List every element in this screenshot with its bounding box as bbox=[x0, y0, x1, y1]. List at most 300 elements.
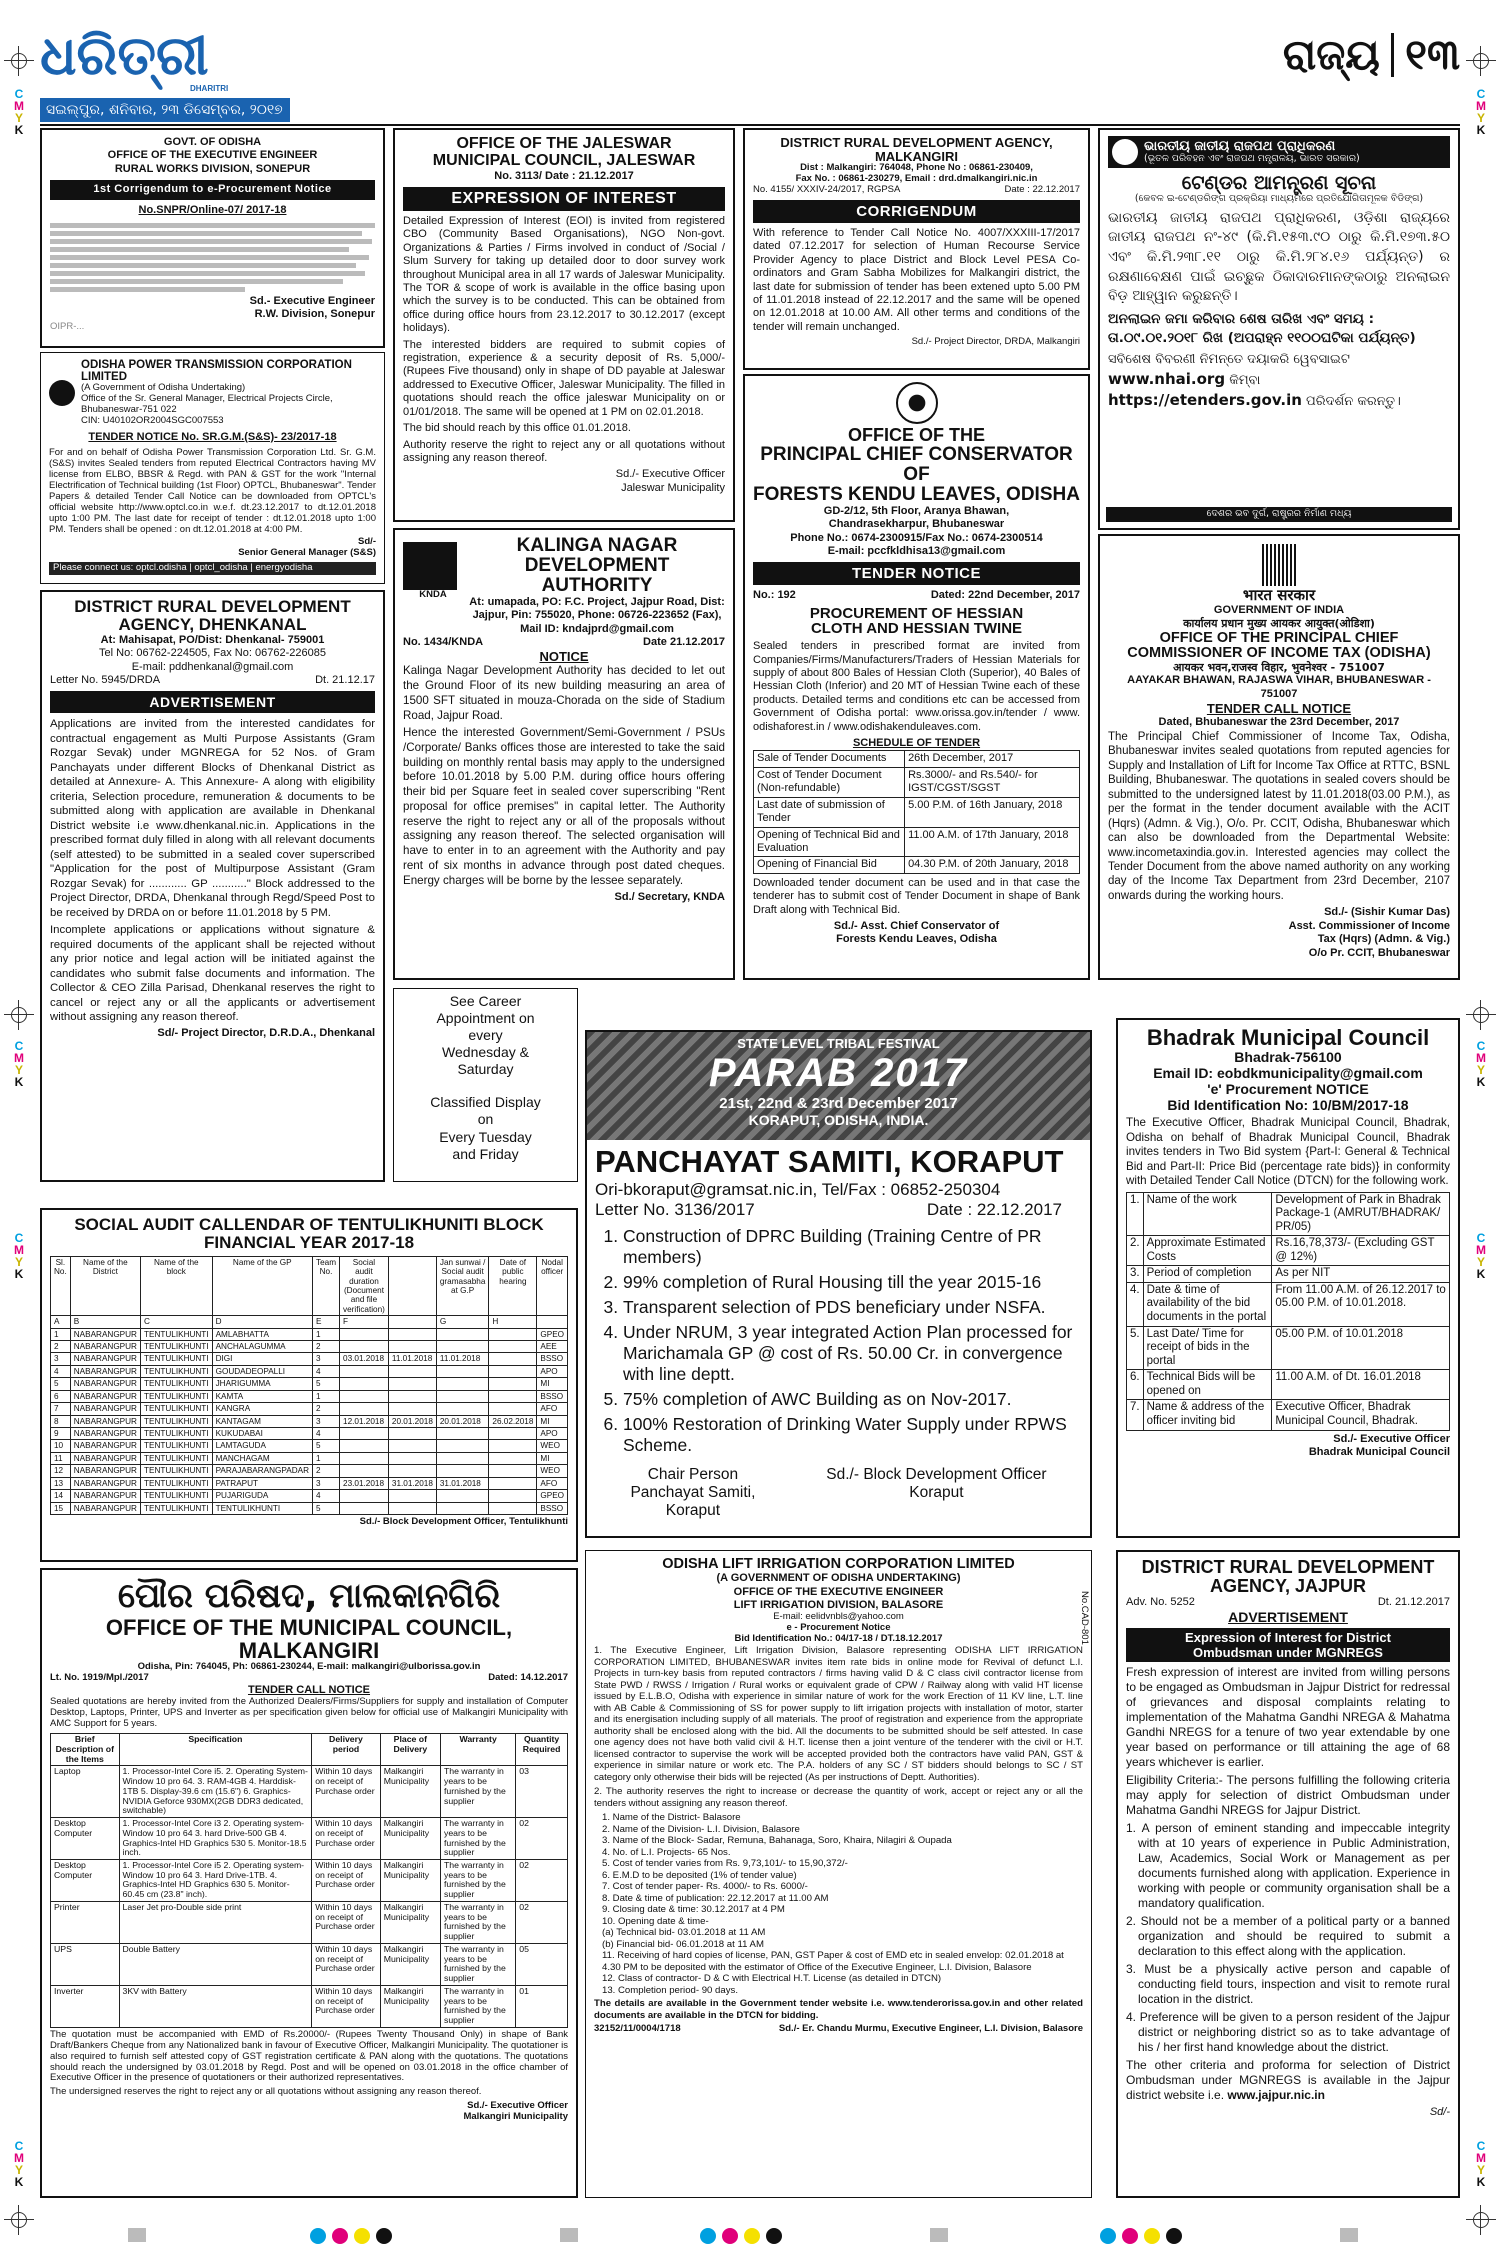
notice-para-2: Hence the interested Government/Semi-Government / PSUs /Corporate/ Banks offices those are interested to take the said building on monthly rental basis may apply to the undersigned before 10.01.2018 by 5.00 P.M. during office hours offering their bid per Square feet in sealed cover superscribing "Rent proposal for office premises" in capital letter. The Authority reserve the right to reject any or all of the proposals without assigning any reason thereof. The selected organisation will have to enter in to an agreement with the Authority and pay rent of six months in advance through post dated cheques. Energy charges will be borne by the lessee separately. bbox=[403, 726, 725, 887]
registration-mark bbox=[1466, 2205, 1496, 2235]
work-cell-n: 5. bbox=[1127, 1326, 1144, 1370]
audit-cell: 03.01.2018 bbox=[340, 1353, 389, 1365]
eoi-para-3: The bid should reach by this office 01.01.2018. bbox=[403, 422, 631, 435]
agency-title-2: AGENCY, JAJPUR bbox=[1209, 1575, 1367, 1596]
audit-cell: MANCHAGAM bbox=[212, 1452, 312, 1464]
banner-dates: 21st, 22nd & 23rd December 2017 bbox=[719, 1095, 958, 1112]
work-cell-n: 1. bbox=[1127, 1192, 1144, 1236]
audit-cell bbox=[489, 1490, 537, 1502]
ad-para-3: The other criteria and proforma for selection of District Ombudsman under MGNREGS is available in the Jajpur district website i.e. bbox=[1126, 2058, 1450, 2103]
notice-date: Date : 22.12.2017 bbox=[1004, 184, 1080, 196]
tender-footnote: The quotation must be accompanied with EMD of Rs.20000/- (Rupees Twenty Thousand Only) in shape of Bank Draft/Bankers Cheque from any Nationalized bank in favour of Executive Officer, Malkangiri Municipality. The quotationer is also required to furnish self attested copy of GST registration certificate & PAN along with the quotations. The quotations should reach the undersigned by 03.01.2018 by Regd. Post and will be opened on 03.01.2018 in the office chamber of Executive Officer in the presence of quotationers or their authorized representatives. bbox=[50, 2028, 568, 2084]
items-header-cell: Place of Delivery bbox=[380, 1734, 440, 1766]
audit-cell bbox=[388, 1440, 436, 1452]
page-number: ୧୩ bbox=[1405, 30, 1460, 79]
banner-title: PARAB 2017 bbox=[708, 1051, 969, 1095]
nhai-website-link[interactable]: www.nhai.org bbox=[1108, 369, 1226, 388]
audit-row bbox=[51, 1390, 568, 1402]
notice-para-1: Kalinga Nagar Development Authority has decided to let out the Ground Floor of its new building measuring an area of 1500 SFT situated in mouza-Chorada on the side of Stadium Road, Jajpur Road. bbox=[403, 664, 725, 722]
eoi-bar bbox=[1126, 1628, 1450, 1662]
audit-cell: TENTULIKHUNTI bbox=[140, 1353, 212, 1365]
audit-cell bbox=[388, 1452, 436, 1464]
audit-cell bbox=[489, 1440, 537, 1452]
audit-cell: 10 bbox=[51, 1440, 71, 1452]
hindi-address: आयकर भवन,राजस्व विहार, भुवनेश्वर - 751007 bbox=[1173, 661, 1385, 674]
audit-cell bbox=[489, 1403, 537, 1415]
registration-mark bbox=[4, 46, 34, 76]
office-title: OFFICE OF THE bbox=[848, 425, 985, 445]
signatory: Sd./ Secretary, KNDA bbox=[614, 891, 725, 904]
work-row bbox=[1127, 1370, 1450, 1400]
agency-address: Dist : Malkangiri: 764048, Phone No : 06861-230409, bbox=[800, 162, 1033, 174]
signatory-title: Senior General Manager (S&S) bbox=[238, 547, 376, 559]
work-cell-v: Development of Park in Bhadrak Package-1 (AMRUT/BHADRAK/ PR/05) bbox=[1272, 1192, 1450, 1236]
items-cell-item: Desktop Computer bbox=[51, 1818, 120, 1860]
items-cell-qty: 03 bbox=[516, 1766, 568, 1818]
details-item: 11. Receiving of hard copies of license, PAN, GST Paper & cost of EMD etc in sealed envelop: 02.01.2018 at 4.30 PM to be deposited with the estimator of Office of the Executive Engineer, L.I. Division, Balasore bbox=[602, 1950, 1064, 1973]
audit-cell bbox=[340, 1390, 389, 1402]
work-details-table bbox=[1126, 1192, 1450, 1431]
audit-cell: 31.01.2018 bbox=[388, 1477, 436, 1489]
council-title: OFFICE OF THE MUNICIPAL COUNCIL, MALKANGIRI bbox=[105, 1615, 513, 1664]
notice-para-1: 1. The Executive Engineer, Lift Irrigation Division, Balasore representing ODISHA LIFT IRRIGATION CORPORATION LIMITED, BHUBANESWAR invites item rate bids in online mode for Revival of defunct L.I. Projects in turn-key basis from reputed contractors / firms having valid D & C class civil contractor license from State PWD / RWSS / Irrigation / Rural works or equivalent grade of CPW / Railway along with valid HT license issued by E.L.B.O, Odisha with experience in similar nature of work for the work Erection of 11 KV line, L.T. line with AB Cable & Commissioning of SS for power supply to lift irrigation projects with installation of motor, starter and its energisation including supply of all materials. The proof of registration and experience from the appropriate authority shall be enclosed along with the bid. All the documents to be submitted should be self attested. In case one agency does not have both valid civil & H.T. license then a joint venture of the tenderer with the civil or H.T. licensed contractor to supervise the work will be accepted provided both the contractors have valid PAN, GST & experience in similar nature or work etc. The P.A. holders of any SC / ST bidders should belongs to SC / ST category only otherwise their bids will be rejected (As per instructions of Deptt. Authorities). bbox=[594, 1645, 1083, 1783]
classified-line: Every Tuesday bbox=[439, 1128, 532, 1145]
items-row bbox=[51, 1818, 568, 1860]
work-cell-v: Executive Officer, Bhadrak Municipal Council, Bhadrak. bbox=[1272, 1400, 1450, 1430]
masthead-logo bbox=[40, 24, 300, 126]
grey-patch bbox=[930, 2228, 948, 2242]
audit-cell: MI bbox=[537, 1378, 568, 1390]
eoi-para-4: Authority reserve the right to reject any or all quotations without assigning any reason thereof. bbox=[403, 438, 725, 464]
cyan-dot bbox=[310, 2228, 326, 2244]
etenders-link[interactable]: https://etenders.gov.in bbox=[1108, 390, 1302, 409]
calendar-title: SOCIAL AUDIT CALLENDAR OF TENTULIKHUNITI BLOCK bbox=[74, 1215, 544, 1234]
income-tax-tender bbox=[1098, 534, 1460, 980]
audit-header-cell bbox=[388, 1256, 436, 1316]
items-cell-del: Within 10 days on receipt of Purchase order bbox=[312, 1860, 381, 1902]
signatory-title: Asst. Commissioner of Income bbox=[1288, 919, 1450, 932]
cmk-marks: C M Y K bbox=[14, 1231, 24, 1281]
signatory: Sd.- Executive Engineer bbox=[249, 295, 375, 308]
work-cell-v: As per NIT bbox=[1272, 1266, 1450, 1283]
optcl-logo-icon bbox=[49, 380, 75, 406]
audit-cell: DIGI bbox=[212, 1353, 312, 1365]
audit-cell bbox=[388, 1365, 436, 1377]
audit-cell bbox=[340, 1452, 389, 1464]
achievement-item: 1. Construction of DPRC Building (Training Centre of PR members) bbox=[623, 1226, 1082, 1268]
tender-body: The Executive Officer, Bhadrak Municipal Council, Bhadrak, Odisha on behalf of Bhadrak Municipal Council, Bhadrak invites tenders in Two Bid system {Part-I: General & Technical Bid and Part-II: Price Bid (percentage rate bids)} in conformity with Detailed Tender Call Notice (DTCN) for the following work. bbox=[1126, 1116, 1450, 1188]
audit-header-row bbox=[51, 1256, 568, 1316]
work-cell-k: Last Date/ Time for receipt of bids in the portal bbox=[1143, 1326, 1272, 1370]
audit-cell: NABARANGPUR bbox=[70, 1428, 140, 1440]
tender-body: ଭାରତୀୟ ଜାତୀୟ ରାଜପଥ ପ୍ରାଧିକରଣ, ଓଡ଼ିଶା ରାଜ୍ୟରେ ଜାତୀୟ ରାଜପଥ ନଂ-୪୯ (କି.ମି.୧୫୩.୯୦ ଠାରୁ କି.ମି.୧୭୩.୫୦ ଏବଂ କି.ମି.୨୩୮.୧୧ ଠାରୁ କି.ମି.୨୮୪.୧୬ ପର୍ଯ୍ୟନ୍ତ) ର ରକ୍ଷଣାବେକ୍ଷଣ ପାଇଁ ଇଚ୍ଛୁକ ଠିକାଦାରମାନଙ୍କଠାରୁ ଅନଲାଇନ ବିଡ଼ ଆହ୍ୱାନ କରୁଛନ୍ତି। bbox=[1108, 209, 1450, 305]
council-title: Bhadrak Municipal Council bbox=[1146, 1025, 1430, 1050]
items-cell-place: Malkangiri Municipality bbox=[380, 1985, 440, 2027]
achievement-item: 3. Transparent selection of PDS beneficiary under NSFA. bbox=[623, 1297, 1082, 1318]
office-title: OFFICE OF THE JALESWAR bbox=[456, 135, 672, 152]
nhai-footer: ଦେଶର ଭବ ଦୁର୍ଗ, ରାଷ୍ଟ୍ରର ନିର୍ମାଣ ମଧ୍ୟ bbox=[1106, 507, 1452, 522]
division-title: LIFT IRRIGATION DIVISION, BALASORE bbox=[733, 1599, 944, 1612]
audit-header-cell: Jan sunwai / Social audit gramasabha at G.P bbox=[436, 1256, 489, 1316]
audit-cell: KANGRA bbox=[212, 1403, 312, 1415]
ad-body-2: Incomplete applications or applications without signature & required documents of the applicant shall be rejected without any prior notice and legal action will be initiated against the candidates who submit false documents and information. The Collector & CEO Zilla Parisad, Dhenkanal reserves the right to cancel or reject any or all the applicants or advertisement without assigning any reason thereof. bbox=[50, 924, 375, 1023]
bid-id: Bid Identification No: 10/BM/2017-18 bbox=[1167, 1097, 1409, 1114]
audit-cell: 2 bbox=[313, 1465, 340, 1477]
audit-cell: TENTULIKHUNTI bbox=[140, 1502, 212, 1514]
audit-cell bbox=[388, 1390, 436, 1402]
details-item: 10. Opening date & time- bbox=[602, 1915, 709, 1927]
jaleswar-eoi bbox=[393, 128, 735, 522]
career-line: every bbox=[468, 1027, 503, 1044]
audit-cell bbox=[388, 1328, 436, 1340]
audit-cell bbox=[489, 1452, 537, 1464]
council-email: Email ID: eobdkmunicipality@gmail.com bbox=[1153, 1065, 1423, 1082]
audit-letter-cell: G bbox=[436, 1316, 489, 1328]
details-item: 6. E.M.D to be deposited (1% of tender value) bbox=[602, 1869, 797, 1881]
notice-heading: NOTICE bbox=[539, 649, 589, 665]
audit-cell: MI bbox=[537, 1452, 568, 1464]
samiti-title: PANCHAYAT SAMITI, KORAPUT bbox=[595, 1144, 1064, 1179]
office-title-2: MUNICIPAL COUNCIL, JALESWAR bbox=[432, 151, 696, 169]
audit-cell bbox=[388, 1428, 436, 1440]
work-row bbox=[1127, 1192, 1450, 1236]
website-line: ସବିଶେଷ ବିବରଣୀ ନିମନ୍ତେ ଦୟାକରି ୱେବସାଇଟ bbox=[1108, 351, 1350, 367]
banner-top: STATE LEVEL TRIBAL FESTIVAL bbox=[737, 1036, 940, 1051]
company-cin: CIN: U40102OR2004SGC007553 bbox=[81, 414, 224, 426]
audit-cell bbox=[489, 1465, 537, 1477]
audit-row bbox=[51, 1490, 568, 1502]
audit-cell: MI bbox=[537, 1415, 568, 1427]
eoi-bar-line: Expression of Interest for District bbox=[1185, 1630, 1391, 1646]
audit-cell bbox=[489, 1341, 537, 1353]
audit-row bbox=[51, 1341, 568, 1353]
kendu-leaves-tender bbox=[743, 374, 1090, 980]
audit-cell bbox=[340, 1502, 389, 1514]
ad-para-1: Fresh expression of interest are invited from willing persons to be engaged as Ombudsman in Jajpur District for redressal of grievances and disposal complaints relating to implementation of the Mahatma Gandhi NREGA & Mahatma Gandhi NREGS for a tenure of two year extendable by one year based on performance or till attaining the age of 68 years whichever is earlier. bbox=[1126, 1665, 1450, 1770]
adv-number: Adv. No. 5252 bbox=[1126, 1595, 1195, 1608]
audit-cell bbox=[436, 1490, 489, 1502]
audit-cell: PATRAPUT bbox=[212, 1477, 312, 1489]
office-address-2: Chandrasekharpur, Bhubaneswar bbox=[828, 518, 1005, 531]
audit-cell: TENTULIKHUNTI bbox=[140, 1477, 212, 1489]
corrigendum-bar: CORRIGENDUM bbox=[753, 200, 1080, 223]
blurred-text bbox=[50, 223, 375, 292]
audit-cell: NABARANGPUR bbox=[70, 1415, 140, 1427]
cyan-dot bbox=[1100, 2228, 1116, 2244]
work-row bbox=[1127, 1236, 1450, 1266]
audit-cell: ANCHALAGUMMA bbox=[212, 1341, 312, 1353]
items-cell-del: Within 10 days on receipt of Purchase order bbox=[312, 1818, 381, 1860]
audit-cell bbox=[340, 1428, 389, 1440]
jajpur-website-link[interactable]: www.jajpur.nic.in bbox=[1227, 2088, 1325, 2103]
audit-cell: 2 bbox=[313, 1403, 340, 1415]
details-item: (b) Financial bid- 06.01.2018 at 11 AM bbox=[602, 1938, 764, 1950]
schedule-key: Cost of Tender Document (Non-refundable) bbox=[754, 767, 905, 797]
audit-cell: NABARANGPUR bbox=[70, 1465, 140, 1477]
cmk-marks: C M Y K bbox=[1476, 1039, 1486, 1089]
audit-header-cell: Team No. bbox=[313, 1256, 340, 1316]
nhai-title: ଭାରତୀୟ ଜାତୀୟ ରାଜପଥ ପ୍ରାଧିକରଣ bbox=[1144, 139, 1336, 155]
chairperson-sign-3: Koraput bbox=[665, 1502, 721, 1519]
procurement-title-2: CLOTH AND HESSIAN TWINE bbox=[810, 620, 1023, 638]
eoi-bar-line-2: Ombudsman under MGNREGS bbox=[1193, 1645, 1383, 1661]
tender-footnote: Downloaded tender document can be used and in that case the tenderer has to submit cost of Tender Document in shape of Bank Draft along with Technical Bid. bbox=[753, 876, 1080, 916]
signatory: Sd/- bbox=[358, 536, 376, 548]
yellow-dot bbox=[744, 2228, 760, 2244]
details-item: 4. No. of L.I. Projects- 65 Nos. bbox=[602, 1846, 731, 1858]
koraput-panchayat-ad bbox=[585, 1030, 1092, 1538]
authority-title-2: DEVELOPMENT AUTHORITY bbox=[524, 554, 670, 596]
audit-cell bbox=[436, 1365, 489, 1377]
items-cell-item: UPS bbox=[51, 1943, 120, 1985]
items-cell-place: Malkangiri Municipality bbox=[380, 1818, 440, 1860]
ref-number: OIPR-... bbox=[50, 320, 85, 332]
schedule-heading: SCHEDULE OF TENDER bbox=[852, 737, 981, 750]
date-line: ସଇଲ୍ପୁର, ଶନିବାର, ୨୩ ଡିସେମ୍ବର, ୨୦୧୭ bbox=[40, 98, 290, 122]
audit-cell: 11.01.2018 bbox=[388, 1353, 436, 1365]
audit-cell bbox=[489, 1477, 537, 1489]
letter-number: Letter No. 3136/2017 bbox=[595, 1200, 755, 1219]
eligibility-item: 1. A person of eminent standing and impeccable integrity with at 10 years of experience in Public Administration, Law, Academics, Social Work or Management as per documents furnished along with application. Experience in working with people or community organisation shall be a mandatory qualification. bbox=[1126, 1821, 1450, 1911]
website-end: ପରିଦର୍ଶନ କରନ୍ତୁ। bbox=[1306, 393, 1401, 409]
work-cell-v: 05.00 P.M. of 10.01.2018 bbox=[1272, 1326, 1450, 1370]
audit-cell: 5 bbox=[313, 1378, 340, 1390]
banner-place: KORAPUT, ODISHA, INDIA. bbox=[748, 1112, 929, 1128]
items-cell-del: Within 10 days on receipt of Purchase order bbox=[312, 1901, 381, 1943]
audit-cell: KUKUDABAI bbox=[212, 1428, 312, 1440]
items-header-cell: Delivery period bbox=[312, 1734, 381, 1766]
career-line: Saturday bbox=[457, 1061, 514, 1078]
cmk-marks: C M Y K bbox=[14, 2139, 24, 2189]
malkangiri-municipality-tender bbox=[40, 1568, 578, 2198]
audit-letter-row bbox=[51, 1316, 568, 1328]
audit-cell: 15 bbox=[51, 1502, 71, 1514]
details-item: 2. Name of the Division- L.I. Division, Balasore bbox=[602, 1823, 800, 1835]
audit-cell: AMLABHATTA bbox=[212, 1328, 312, 1340]
audit-cell: 11 bbox=[51, 1452, 71, 1464]
work-row bbox=[1127, 1282, 1450, 1326]
achievement-item: 5. 75% completion of AWC Building as on Nov-2017. bbox=[623, 1389, 1082, 1410]
signatory-office: Malkangiri Municipality bbox=[463, 2111, 568, 2123]
tender-date: Dated, Bhubaneswar the 23rd December, 2017 bbox=[1158, 716, 1400, 729]
audit-cell: TENTULIKHUNTI bbox=[140, 1465, 212, 1477]
audit-row bbox=[51, 1477, 568, 1489]
items-cell-qty: 02 bbox=[516, 1818, 568, 1860]
cyan-dot bbox=[700, 2228, 716, 2244]
last-date: ଅନଲାଇନ ଜମା କରିବାର ଶେଷ ତାରିଖ ଏବଂ ସମୟ : ତା.୦୯.୦୧.୨୦୧୮ ରିଖ (ଅପରାହ୍ନ ୧୧୦୦ଘଟିକା ପର୍ଯ୍ୟନ୍ତ) bbox=[1108, 310, 1416, 346]
items-cell-del: Within 10 days on receipt of Purchase order bbox=[312, 1766, 381, 1818]
cmk-marks: C M Y K bbox=[1476, 87, 1486, 137]
office-title: OFFICE OF THE EXECUTIVE ENGINEER bbox=[733, 1585, 944, 1598]
audit-cell: 3 bbox=[313, 1353, 340, 1365]
signature: Sd/- bbox=[1429, 2106, 1450, 2119]
audit-cell: 11.01.2018 bbox=[436, 1353, 489, 1365]
audit-letter-cell bbox=[537, 1316, 568, 1328]
audit-header-cell: Nodal officer bbox=[537, 1256, 568, 1316]
audit-cell: 2 bbox=[313, 1341, 340, 1353]
achievement-list bbox=[595, 1226, 1082, 1456]
details-item: 8. Date & time of publication: 22.12.2017 at 11.00 AM bbox=[602, 1892, 829, 1904]
items-cell-spec: 1. Processor-Intel Core i3 2. Operating system-Window 10 pro 64 3. hard Drive-500 GB 4. Graphics-Intel HD Graphics 530 5. Monitor-18.5 inch. bbox=[119, 1818, 312, 1860]
division-title: RURAL WORKS DIVISION, SONEPUR bbox=[114, 162, 311, 175]
schedule-value: 26th December, 2017 bbox=[905, 751, 1080, 767]
audit-letter-cell: B bbox=[70, 1316, 140, 1328]
company-office: Office of the Sr. General Manager, Electrical Projects Circle, Bhubaneswar-751 022 bbox=[81, 392, 333, 415]
office-title: OFFICE OF THE PRINCIPAL CHIEF COMMISSIONER OF INCOME TAX (ODISHA) bbox=[1127, 629, 1431, 661]
items-cell-del: Within 10 days on receipt of Purchase order bbox=[312, 1943, 381, 1985]
audit-cell: TENTULIKHUNTI bbox=[140, 1341, 212, 1353]
audit-cell bbox=[388, 1502, 436, 1514]
tender-notice-bar: TENDER NOTICE bbox=[753, 562, 1080, 585]
nhai-tender-odia bbox=[1098, 128, 1460, 530]
bid-id: Bid Identification No.: 04/17-18 / DT.18.12.2017 bbox=[734, 1633, 943, 1645]
audit-letter-cell: C bbox=[140, 1316, 212, 1328]
tender-body: The Principal Chief Commissioner of Income Tax, Odisha, Bhubaneswar invites sealed quotations from reputed agencies for Supply and Installation of Lift for Income Tax Office at RTTC, BSNL Building, Bhubaneswar. The quotations in sealed covers should be submitted to the undersigned latest by 11.01.2018(03.00 P.M.), as per the format in the tender document available with the ACIT (Hqrs) (Admn. & Vig.), O/o. Pr. CCIT, Odisha, Bhubaneswar which can also be downloaded from the Departmental Website: www.incometaxindia.gov.in. Interested agencies may collect the Tender Document from the above named authority on any working day of the Income Tax Department from 23rd December, 2107 onwards during the working hours. bbox=[1108, 730, 1450, 902]
audit-cell: APO bbox=[537, 1365, 568, 1377]
audit-cell: TENTULIKHUNTI bbox=[140, 1378, 212, 1390]
items-table bbox=[50, 1733, 568, 2028]
details-item: 12. Class of contractor- D & C with Electrical H.T. License (as detailed in DTCN) bbox=[602, 1973, 942, 1985]
audit-cell: 1 bbox=[313, 1328, 340, 1340]
audit-cell bbox=[489, 1353, 537, 1365]
corrigendum-body: With reference to Tender Call Notice No. 4007/XXXIII-17/2017 dated 07.12.2017 for selection of Human Recourse Service Provider Agency to place District and Block Level PESA Co-ordinators and Gram Sabha Mobilizes for Malkangiri district, the last date for submission of tender has been extened upto 5.00 PM of 11.01.2018 instead of 22.12.2017 and the same will be opened on 12.01.2018 at 10.00 AM. All other terms and conditions of the tender will remain unchanged. bbox=[753, 227, 1080, 333]
audit-cell bbox=[436, 1440, 489, 1452]
audit-cell: 5 bbox=[313, 1502, 340, 1514]
notice-date: Date 21.12.2017 bbox=[643, 636, 725, 649]
agency-fax: Fax No. : 06861-230279, Email : drd.dmalkangiri.nic.in bbox=[795, 173, 1038, 185]
tender-intro: Sealed quotations are hereby invited from the Authorized Dealers/Firms/Suppliers for supply and installation of Computer Desktop, Laptops, Printer, UPS and Inverter as per specification given below for official use of Malkangiri Municipality with AMC Support for 5 years. bbox=[50, 1696, 568, 1730]
audit-cell: NABARANGPUR bbox=[70, 1452, 140, 1464]
audit-cell: GOUDADEOPALLI bbox=[212, 1365, 312, 1377]
items-cell-place: Malkangiri Municipality bbox=[380, 1901, 440, 1943]
signatory: Sd./- Asst. Chief Conservator of bbox=[833, 919, 1000, 932]
items-cell-item: Inverter bbox=[51, 1985, 120, 2027]
audit-cell: TENTULIKHUNTI bbox=[140, 1415, 212, 1427]
career-classified-box bbox=[393, 988, 578, 1182]
letter-date: Date : 22.12.2017 bbox=[926, 1200, 1062, 1219]
items-cell-war: The warranty in years to be furnished by the supplier bbox=[440, 1985, 515, 2027]
office-address: AAYAKAR BHAWAN, RAJASWA VIHAR, BHUBANESWAR - 751007 bbox=[1127, 674, 1431, 700]
audit-cell: TENTULIKHUNTI bbox=[140, 1390, 212, 1402]
council-pin: Bhadrak-756100 bbox=[1234, 1049, 1342, 1066]
items-header-cell: Warranty bbox=[440, 1734, 515, 1766]
audit-cell bbox=[340, 1440, 389, 1452]
audit-cell: NABARANGPUR bbox=[70, 1353, 140, 1365]
details-item: 3. Name of the Block- Sadar, Remuna, Bahanaga, Soro, Khaira, Nilagiri & Oupada bbox=[602, 1835, 952, 1847]
audit-cell: 5 bbox=[313, 1440, 340, 1452]
ref-number: 32152/11/0004/1718 bbox=[594, 2023, 681, 2035]
audit-cell: AFO bbox=[537, 1477, 568, 1489]
audit-header-cell: Name of the District bbox=[70, 1256, 140, 1316]
audit-cell: 26.02.2018 bbox=[489, 1415, 537, 1427]
audit-row bbox=[51, 1365, 568, 1377]
audit-cell bbox=[436, 1452, 489, 1464]
items-cell-spec: 1. Processor-Intel Core i5. 2. Operating System- Window 10 pro 64. 3. RAM-4GB 4. Harddisk-1TB 5. Display-39.6 cm (15.6") 6. Graphics-NVIDIA Geforce 930MX(2GB DDR3 dedicated, switchable) bbox=[119, 1766, 312, 1818]
signatory-office: Forests Kendu Leaves, Odisha bbox=[836, 933, 997, 946]
audit-cell bbox=[388, 1403, 436, 1415]
tender-heading: ଟେଣ୍ଡର ଆମନ୍ତ୍ରଣ ସୂଚନା bbox=[1181, 172, 1377, 194]
audit-cell bbox=[388, 1378, 436, 1390]
sonepur-notice bbox=[40, 128, 385, 348]
audit-cell bbox=[436, 1378, 489, 1390]
audit-cell: NABARANGPUR bbox=[70, 1490, 140, 1502]
audit-row bbox=[51, 1465, 568, 1477]
notice-body: For and on behalf of Odisha Power Transmission Corporation Ltd. Sr. G.M. (S&S) invites Sealed tenders from reputed Electrical Contractors having MV license from ELBO, BBSR & Regd. with PAN & GST for the work "Internal Electrification of Technical building (1st Floor) OPTCL, Bhubaneswar". Tender Papers & detailed Tender Call Notice can be downloaded from OPTCL's official website http://www.optcl.co.in w.e.f. dt.23.12.2017 to dt.12.01.2018 upto 1:00 PM. The last date for receipt of tender : dt.12.01.2018 upto 1:00 PM. Tenders shall be opened : on dt.12.01.2018 at 4:00 PM. bbox=[49, 447, 376, 535]
advertisement-heading: ADVERTISEMENT bbox=[1228, 1609, 1348, 1626]
audit-cell bbox=[340, 1328, 389, 1340]
items-row bbox=[51, 1766, 568, 1818]
items-cell-del: Within 10 days on receipt of Purchase order bbox=[312, 1985, 381, 2027]
masthead-rule bbox=[40, 124, 1460, 126]
details-item: 7. Cost of tender paper- Rs. 4000/- to Rs. 6000/- bbox=[602, 1881, 808, 1893]
side-number: No.CAD-801 bbox=[1079, 1591, 1090, 1645]
details-item: 13. Completion period- 90 days. bbox=[602, 1984, 738, 1996]
authority-address: At: umapada, PO: F.C. Project, Jajpur Road, Dist: Jajpur, Pin: 755020, Phone: 06726-223652 (Fax), Mail ID: kndajprd@gmail.com bbox=[469, 595, 725, 635]
notice-date: Dated: 22nd December, 2017 bbox=[930, 589, 1080, 602]
signatory-office: Jaleswar Municipality bbox=[621, 481, 725, 494]
knda-logo-icon bbox=[403, 542, 457, 590]
audit-letter-cell: H bbox=[489, 1316, 537, 1328]
samiti-contact: Ori-bkoraput@gramsat.nic.in, Tel/Fax : 06852-250304 bbox=[595, 1180, 1001, 1199]
audit-cell bbox=[340, 1465, 389, 1477]
notice-number: No.: 192 bbox=[753, 589, 796, 602]
registration-mark bbox=[1466, 1000, 1496, 1030]
optcl-notice bbox=[40, 352, 385, 584]
audit-cell bbox=[436, 1428, 489, 1440]
audit-cell: PARAJABARANGPADAR bbox=[212, 1465, 312, 1477]
yellow-dot bbox=[354, 2228, 370, 2244]
schedule-key: Last date of submission of Tender bbox=[754, 797, 905, 827]
classified-line: on bbox=[477, 1111, 494, 1128]
audit-cell: NABARANGPUR bbox=[70, 1328, 140, 1340]
black-dot bbox=[376, 2228, 392, 2244]
audit-cell: 4 bbox=[313, 1428, 340, 1440]
audit-cell: BSSO bbox=[537, 1390, 568, 1402]
audit-cell bbox=[340, 1341, 389, 1353]
letter-date: Dated: 14.12.2017 bbox=[488, 1672, 568, 1684]
audit-cell: 3 bbox=[313, 1477, 340, 1489]
items-cell-spec: Laser Jet pro-Double side print bbox=[119, 1901, 312, 1943]
eoi-para-1: Detailed Expression of Interest (EOI) is invited from registered CBO (Community Based Organisations), NGO Non-govt. Organizations & Parties / Firms involved in conduct of /Social / Slum Survery for taking up detailed door to door survey work throughout Municipal area in all 17 wards of Jaleswar Municipality. The TOR & scope of work is available in the office basing upon which the survey is to be conducted. This can be obtained from office during office hours from 23.12.2017 to 30.12.2017 (except holidays). bbox=[403, 215, 726, 335]
items-header-row bbox=[51, 1734, 568, 1766]
work-cell-k: Name & address of the officer inviting bid bbox=[1143, 1400, 1272, 1430]
audit-header-cell: Name of the block bbox=[140, 1256, 212, 1316]
audit-row bbox=[51, 1328, 568, 1340]
agency-address: At: Mahisapat, PO/Dist: Dhenkanal- 759001 bbox=[100, 633, 325, 646]
eligibility-list bbox=[1126, 1821, 1450, 2055]
audit-row bbox=[51, 1440, 568, 1452]
items-cell-spec: 1. Processor-Intel Core i5 2. Operating system- Window 10 pro 64 3. Hard Drive-1TB. 4. Graphics-Intel HD Graphics 630 5. Monitor-60.45 cm (23.8" inch). bbox=[119, 1860, 312, 1902]
audit-cell: NABARANGPUR bbox=[70, 1502, 140, 1514]
items-cell-war: The warranty in years to be furnished by the supplier bbox=[440, 1860, 515, 1902]
audit-cell bbox=[436, 1502, 489, 1514]
logo-en: DHARITRI bbox=[190, 84, 229, 93]
details-item: 1. Name of the District- Balasore bbox=[602, 1812, 741, 1824]
ad-para-2: Eligibility Criteria:- The persons fulfilling the following criteria may apply for selection of district Ombudsman under Mahatma Gandhi NREGS for Jajpur District. bbox=[1126, 1773, 1450, 1818]
audit-table bbox=[50, 1256, 568, 1515]
audit-cell bbox=[388, 1490, 436, 1502]
schedule-value: Rs.3000/- and Rs.540/- for IGST/CGST/SGST bbox=[905, 767, 1080, 797]
details-item: (a) Technical bid- 03.01.2018 at 11 AM bbox=[602, 1927, 766, 1939]
audit-cell: NABARANGPUR bbox=[70, 1378, 140, 1390]
audit-cell: 2 bbox=[51, 1341, 71, 1353]
work-cell-v: 11.00 A.M. of Dt. 16.01.2018 bbox=[1272, 1370, 1450, 1400]
achievement-item: 2. 99% completion of Rural Housing till the year 2015-16 bbox=[623, 1272, 1082, 1293]
audit-cell: TENTULIKHUNTI bbox=[140, 1328, 212, 1340]
items-cell-item: Desktop Computer bbox=[51, 1860, 120, 1902]
magenta-dot bbox=[332, 2228, 348, 2244]
audit-letter-cell: A bbox=[51, 1316, 71, 1328]
